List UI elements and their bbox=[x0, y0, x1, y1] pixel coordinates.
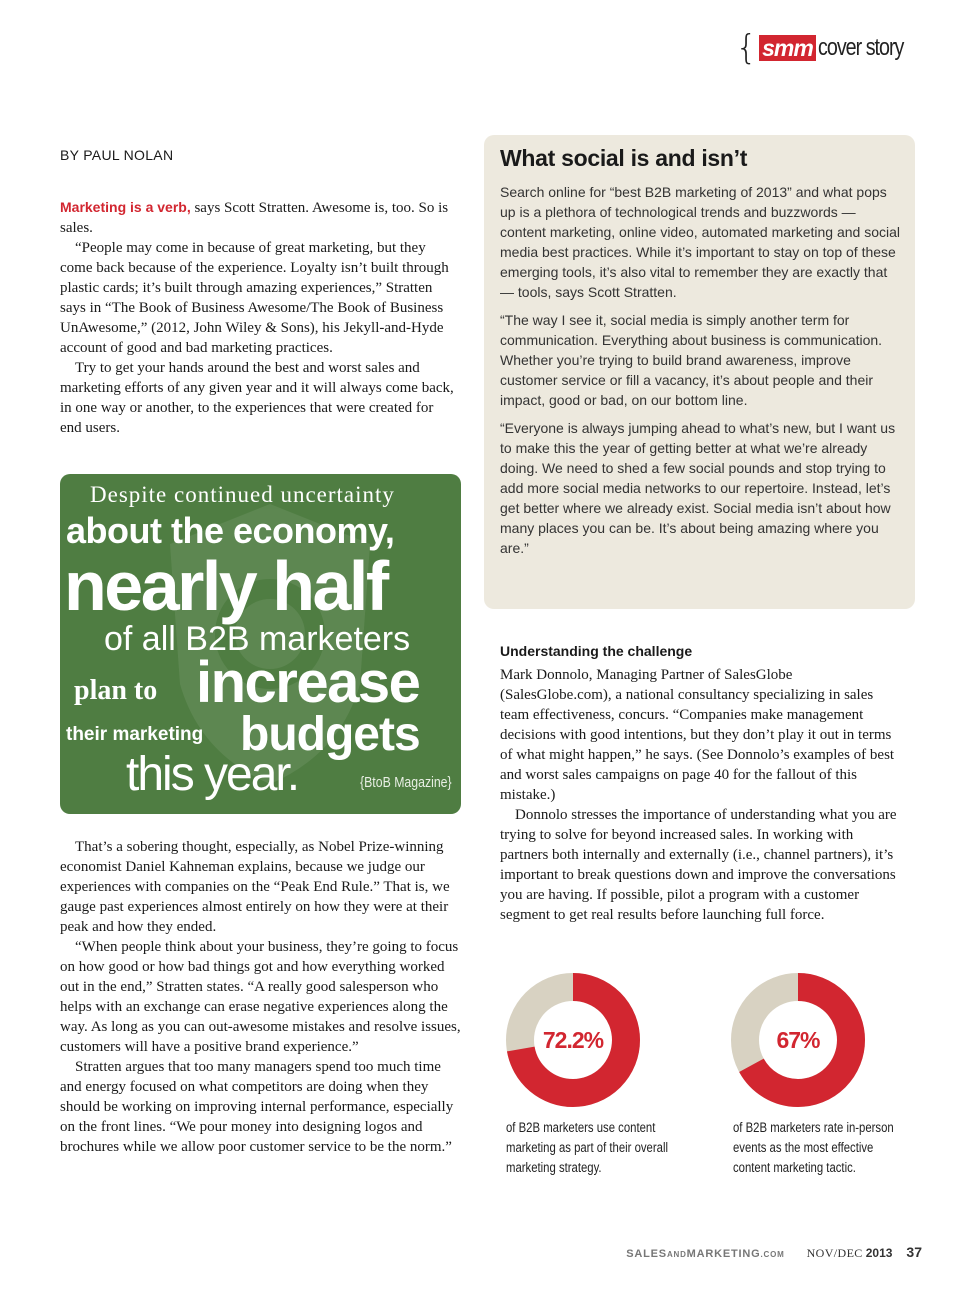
sidebar-paragraph-2: “The way I see it, social media is simply another term for communication. Everything about business is communication. Whether you’re trying to build brand awareness, improve customer service or fill a vacancy, it’s about people and their impact, good or bad, on our bottom line. bbox=[500, 312, 883, 408]
column-2-paragraph-2: Donnolo stresses the importance of understanding what you are trying to solve for beyond increased sales. In working with partners both internally and externally (i.e., channel partners), it’s important to break questions down and improve the conversations you are having. If possible, pilot a program with a customer segment to get real results before launching full force. bbox=[500, 807, 897, 923]
sidebar-paragraph-1: Search online for “best B2B marketing of 2013” and what pops up is a plethora of technological trends and buzzwords — content marketing, online video, automated marketing and social media best practices. While it’s important to stay on top of these emerging tools, it’s also vital to remember they are exactly that — tools, says Scott Stratten. bbox=[500, 184, 901, 300]
stat-1-caption: of B2B marketers use content marketing as part of their overall marketing strategy. bbox=[506, 1120, 668, 1175]
donut-1-percent-label: 72.2% bbox=[542, 1027, 604, 1053]
section-brand bbox=[735, 30, 922, 66]
site-name-and: AND bbox=[666, 1250, 687, 1259]
pull-quote-line-3: nearly half bbox=[64, 547, 387, 625]
donut-chart-2 bbox=[728, 970, 868, 1110]
pull-quote-line-7: this year. bbox=[126, 748, 299, 801]
byline: BY PAUL NOLAN bbox=[60, 147, 174, 163]
page-number: 37 bbox=[906, 1244, 922, 1260]
paragraph-2: “People may come in because of great marketing, but they come back because of the experience. Loyalty isn’t built through plastic cards; it’s built through amazing experiences,” Stratten says in “The Book of Business Awesome/The Book of Business UnAwesome,” (2012, John Wiley & Sons), his Jekyll-and-Hyde account of good and bad marketing practices. bbox=[60, 240, 449, 356]
pull-quote-line-6a: their marketing bbox=[66, 724, 204, 745]
pull-quote-line-2: about the economy, bbox=[66, 510, 395, 551]
pull-quote-line-6b: budgets bbox=[240, 708, 420, 761]
donut-chart-1 bbox=[503, 970, 643, 1110]
pull-quote bbox=[60, 474, 461, 814]
site-name bbox=[626, 1248, 784, 1260]
section-label: cover story bbox=[817, 34, 904, 61]
stat-2-caption: of B2B marketers rate in-person events as the most effective content marketing tactic. bbox=[733, 1120, 894, 1175]
smm-logo: smm bbox=[759, 35, 816, 61]
paragraph-1 bbox=[60, 197, 455, 238]
sidebar-body bbox=[500, 182, 900, 566]
site-name-sales: SALES bbox=[626, 1248, 667, 1260]
issue-year: 2013 bbox=[865, 1246, 893, 1260]
paragraph-4: That’s a sobering thought, especially, as Nobel Prize-winning economist Daniel Kahneman explains, because we judge our experiences with companies on the “Peak End Rule.” That is, we gauge past experiences almost entirely on how they were at their peak and how they ended. bbox=[60, 839, 450, 935]
sidebar-box bbox=[484, 135, 915, 609]
pull-quote-line-5b: increase bbox=[196, 650, 420, 715]
column-2-paragraph-1: Mark Donnolo, Managing Partner of SalesGlobe (SalesGlobe.com), a national consultancy specializing in sales team effectiveness, concurs. “Companies make management decisions with good intentions, but they don’t play it out in terms of what might happen,” he says. (See Donnolo’s examples of best and worst sales campaigns on page 40 for the fallout of this mistake.) bbox=[500, 667, 895, 803]
column-1-bottom bbox=[60, 837, 465, 1157]
brace-glyph: { bbox=[735, 28, 758, 68]
pull-quote-source: {BtoB Magazine} bbox=[360, 774, 452, 791]
site-name-marketing: MARKETING bbox=[686, 1248, 761, 1260]
column-1-top bbox=[60, 197, 455, 438]
paragraph-6: Stratten argues that too many managers spend too much time and energy focused on what competitors are doing when they should be working on improving internal performance, especially on the front lines. “We pour money into designing logos and brochures while we allow poor customer service to be the norm.” bbox=[60, 1059, 454, 1155]
section-heading: Understanding the challenge bbox=[500, 643, 693, 659]
issue-date: NOV/DEC bbox=[806, 1246, 863, 1260]
page-footer bbox=[626, 1244, 922, 1261]
paragraph-1-text: says Scott Stratten. Awesome is, too. So is sales. bbox=[60, 200, 449, 236]
pull-quote-line-5a: plan to bbox=[74, 675, 158, 706]
site-name-tld: .COM bbox=[760, 1250, 785, 1259]
donut-2-percent-label: 67% bbox=[776, 1027, 820, 1053]
column-2 bbox=[500, 665, 900, 925]
pull-quote-line-1: Despite continued uncertainty bbox=[90, 482, 395, 507]
paragraph-5: “When people think about your business, they’re going to focus on how good or how bad things got and how everything worked out in the end,” Stratten states. “A really good salesperson who helps with an exchange can erase negative experiences along the way. As long as you can out-awesome mistakes and resolve issues, customers will have a positive brand experience.” bbox=[60, 939, 461, 1055]
lead-in: Marketing is a verb, bbox=[60, 199, 191, 215]
pull-quote-line-4: of all B2B marketers bbox=[104, 620, 411, 658]
sidebar-paragraph-3: “Everyone is always jumping ahead to what’s new, but I want us to make this the year of getting better at what we’re already doing. We need to shed a few social pounds and stop trying to add more social media networks to our repertoire. Instead, let’s get better where we already exist. Social media isn’t about how many places you can be. It’s about being amazing where you are.” bbox=[500, 420, 896, 556]
paragraph-3: Try to get your hands around the best and worst sales and marketing efforts of any given year and it will always come back, in one way or another, to the experiences that were created for end users. bbox=[60, 360, 454, 436]
sidebar-title: What social is and isn’t bbox=[500, 145, 748, 171]
